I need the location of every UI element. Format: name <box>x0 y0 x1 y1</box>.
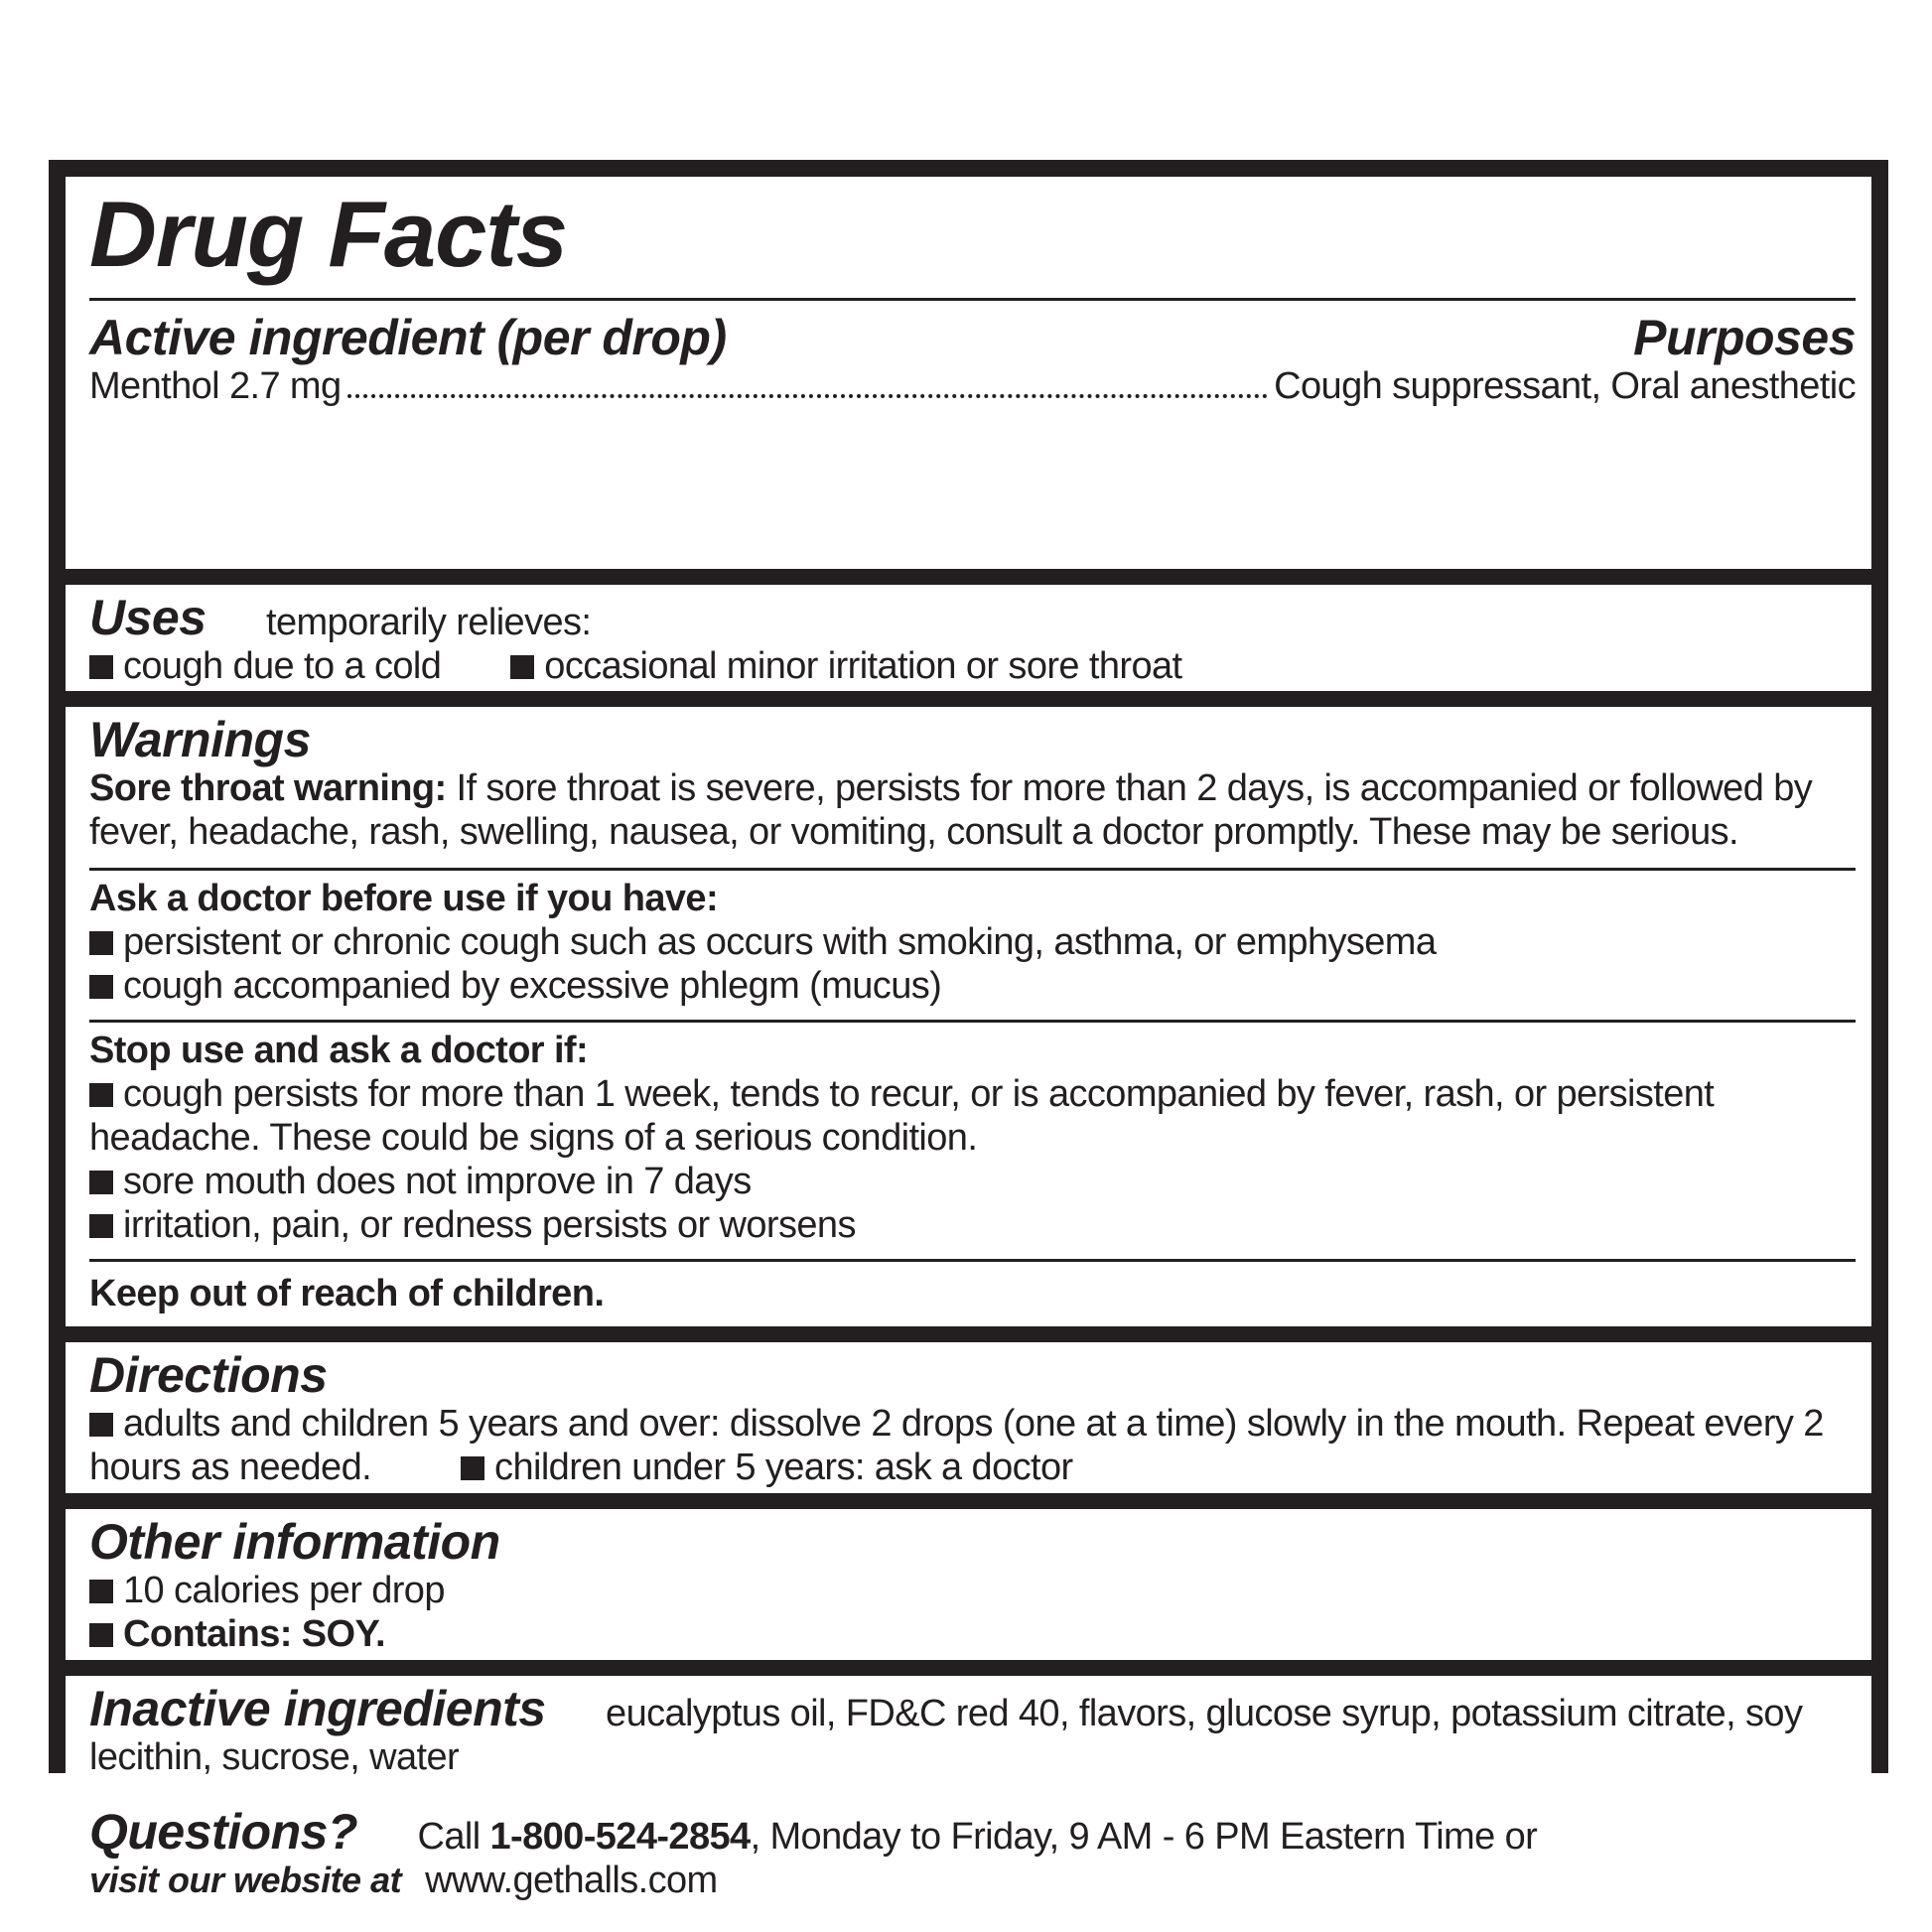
list-item: persistent or chronic cough such as occurs with smoking, asthma, or emphysema <box>89 920 1856 964</box>
title-divider <box>89 298 1856 301</box>
bullet-square-icon <box>89 1171 113 1194</box>
drug-facts-title: Drug Facts <box>89 182 567 286</box>
uses-heading-row <box>89 591 1856 644</box>
sore-throat-warning-cont: fever, headache, rash, swelling, nausea, or vomiting, consult a doctor promptly. These may be serious. <box>89 811 1738 853</box>
list-item: cough due to a cold <box>89 645 441 687</box>
active-ingredient-value: Menthol 2.7 mg <box>89 365 342 407</box>
purposes-heading: Purposes <box>1633 310 1856 365</box>
list-item: cough accompanied by excessive phlegm (mucus) <box>89 964 1856 1008</box>
bullet-square-icon <box>89 1623 113 1647</box>
visit-website-label: visit our website at <box>89 1860 402 1900</box>
active-heading-row <box>89 311 1856 364</box>
other-information-heading: Other information <box>89 1514 500 1570</box>
other-information-panel <box>66 1509 1871 1660</box>
bullet-square-icon <box>89 1083 113 1107</box>
bullet-square-icon <box>89 1214 113 1238</box>
section-divider <box>89 1020 1856 1023</box>
ask-doctor-heading: Ask a doctor before use if you have: <box>89 878 719 919</box>
drug-facts-label <box>49 160 1888 1901</box>
sore-throat-warning: Sore throat warning: If sore throat is severe, persists for more than 2 days, is accompanied or followed by <box>89 767 1813 809</box>
inactive-heading-row <box>89 1682 1856 1735</box>
list-item-cont: headache. These could be signs of a serious condition. <box>89 1117 978 1159</box>
list-item: children under 5 years: ask a doctor <box>461 1447 1073 1488</box>
inactive-ingredients-line-1: eucalyptus oil, FD&C red 40, flavors, glucose syrup, potassium citrate, soy <box>606 1693 1803 1734</box>
warnings-heading: Warnings <box>89 712 311 767</box>
section-divider <box>89 1259 1856 1262</box>
uses-heading: Uses <box>89 590 207 645</box>
bullet-square-icon <box>510 655 534 679</box>
website-url: www.gethalls.com <box>425 1860 718 1901</box>
questions-row <box>89 1805 1856 1859</box>
directions-line-2: hours as needed. children under 5 years: ask a doctor <box>89 1447 1073 1488</box>
list-item: Contains: SOY. <box>89 1612 1856 1656</box>
list-item: adults and children 5 years and over: dissolve 2 drops (one at a time) slowly in the mouth. Repeat every 2 <box>89 1402 1856 1446</box>
directions-heading: Directions <box>89 1347 328 1403</box>
inactive-ingredients-heading: Inactive ingredients <box>89 1681 546 1736</box>
warnings-panel <box>66 707 1871 1326</box>
bullet-square-icon <box>89 655 113 679</box>
active-ingredient-purpose: Cough suppressant, Oral anesthetic <box>1274 365 1856 407</box>
bullet-square-icon <box>89 1413 113 1437</box>
inactive-ingredients-panel <box>66 1676 1871 1782</box>
bullet-square-icon <box>89 931 113 955</box>
uses-list <box>89 644 1856 688</box>
dot-leader <box>347 394 1269 398</box>
questions-call: Call 1-800-524-2854, Monday to Friday, 9 AM - 6 PM Eastern Time or <box>417 1816 1538 1858</box>
sore-throat-label: Sore throat warning: <box>89 767 447 809</box>
active-ingredient-panel <box>66 177 1871 569</box>
uses-panel <box>66 585 1871 691</box>
directions-panel <box>66 1342 1871 1493</box>
list-item: 10 calories per drop <box>89 1569 1856 1612</box>
list-item: cough persists for more than 1 week, tends to recur, or is accompanied by fever, rash, or persistent <box>89 1072 1856 1116</box>
website-row <box>89 1859 1856 1902</box>
phone-number: 1-800-524-2854 <box>489 1816 751 1858</box>
list-item: irritation, pain, or redness persists or worsens <box>89 1203 1856 1247</box>
stop-use-heading: Stop use and ask a doctor if: <box>89 1030 589 1071</box>
active-ingredient-heading: Active ingredient (per drop) <box>89 310 727 365</box>
bullet-square-icon <box>461 1456 484 1480</box>
bullet-square-icon <box>89 975 113 999</box>
uses-intro: temporarily relieves: <box>265 602 592 643</box>
questions-heading: Questions? <box>89 1804 358 1860</box>
active-ingredient-row <box>89 364 1856 408</box>
list-item: occasional minor irritation or sore throat <box>510 645 1181 687</box>
questions-panel <box>66 1799 1871 1919</box>
section-divider <box>89 868 1856 871</box>
list-item: sore mouth does not improve in 7 days <box>89 1160 1856 1203</box>
bullet-square-icon <box>89 1580 113 1603</box>
inactive-ingredients-line-2: lecithin, sucrose, water <box>89 1736 460 1778</box>
keep-out-of-reach: Keep out of reach of children. <box>89 1273 605 1314</box>
